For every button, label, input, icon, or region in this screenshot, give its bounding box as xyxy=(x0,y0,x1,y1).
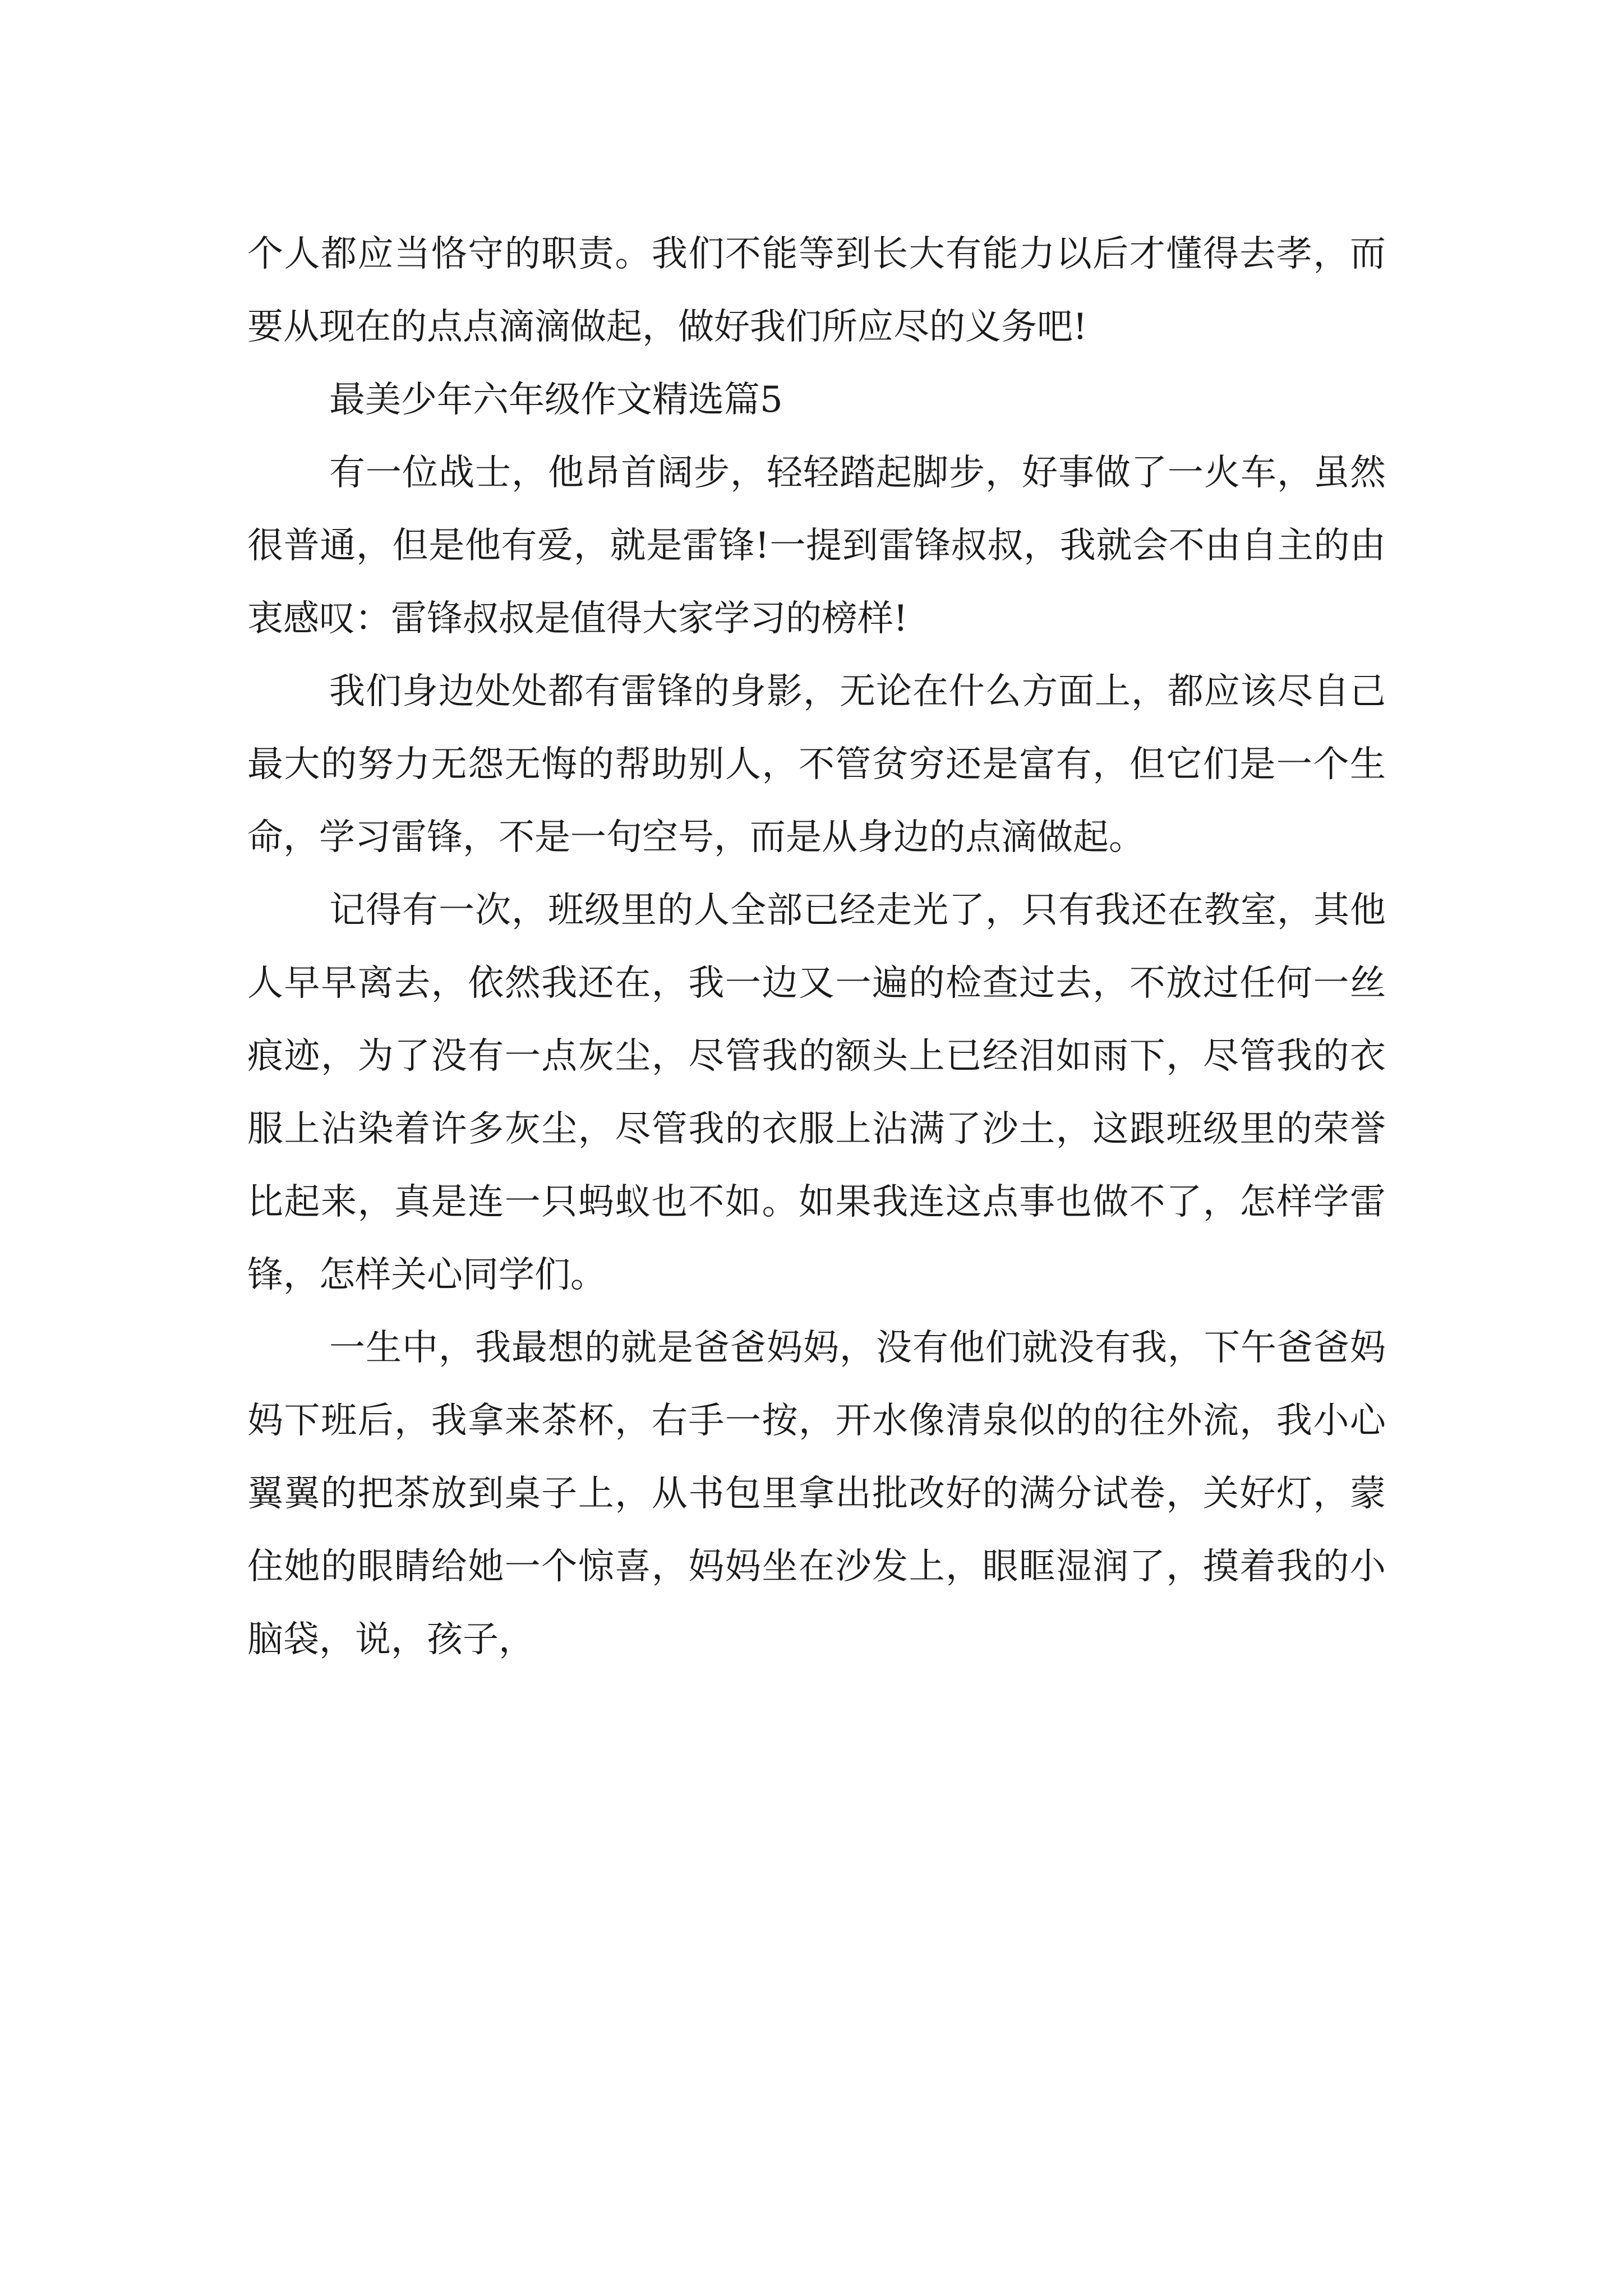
section-title: 最美少年六年级作文精选篇5 xyxy=(329,379,783,421)
paragraph-4: 一生中，我最想的就是爸爸妈妈，没有他们就没有我，下午爸爸妈妈下班后，我拿来茶杯，右手一按，开水像清泉似的的往外流，我小心翼翼的把茶放到桌子上，从书包里拿出批改好的满分试卷，关好灯，蒙住她的眼睛给她一个惊喜，妈妈坐在沙发上，眼眶湿润了，摸着我的小脑袋，说，孩子， xyxy=(247,1327,1386,1660)
document-body xyxy=(247,218,1386,1676)
paragraph-3: 记得有一次，班级里的人全部已经走光了，只有我还在教室，其他人早早离去，依然我还在，我一边又一遍的检查过去，不放过任何一丝痕迹，为了没有一点灰尘，尽管我的额头上已经泪如雨下，尽管我的衣服上沾染着许多灰尘，尽管我的衣服上沾满了沙土，这跟班级里的荣誉比起来，真是连一只蚂蚁也不如。如果我连这点事也做不了，怎样学雷锋，怎样关心同学们。 xyxy=(247,890,1386,1296)
paragraph-2: 我们身边处处都有雷锋的身影，无论在什么方面上，都应该尽自己最大的努力无怨无悔的帮助别人，不管贫穷还是富有，但它们是一个生命，学习雷锋，不是一句空号，而是从身边的点滴做起。 xyxy=(247,671,1386,858)
paragraph-continuation: 个人都应当恪守的职责。我们不能等到长大有能力以后才懂得去孝，而要从现在的点点滴滴做起，做好我们所应尽的义务吧! xyxy=(247,233,1386,348)
paragraph-1: 有一位战士，他昂首阔步，轻轻踏起脚步，好事做了一火车，虽然很普通，但是他有爱，就是雷锋!一提到雷锋叔叔，我就会不由自主的由衷感叹：雷锋叔叔是值得大家学习的榜样! xyxy=(247,452,1386,639)
